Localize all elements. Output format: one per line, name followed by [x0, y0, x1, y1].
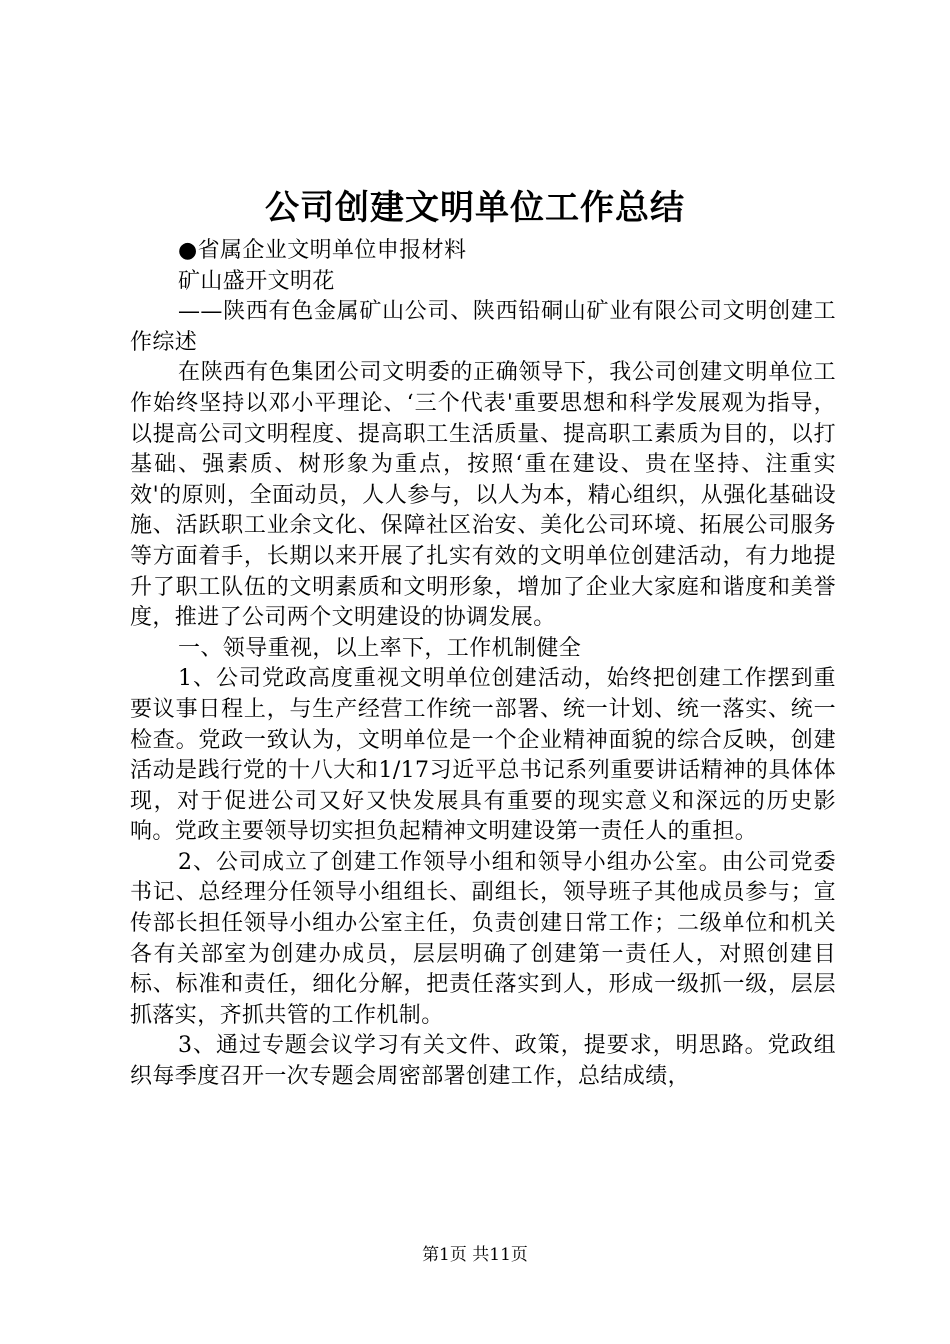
paragraph-application-heading: ●省属企业文明单位申报材料	[178, 238, 467, 263]
paragraph-item-2: 2、公司成立了创建工作领导小组和领导小组办公室。由公司党委书记、总经理分任领导小组组长、副组长，领导班子其他成员参与；宣传部长担任领导小组办公室主任，负责创建日常工作；二级单位和机关各有关部室为创建办成员，层层明确了创建第一责任人，对照创建目标、标准和责任，细化分解，把责任落实到人，形成一级抓一级，层层抓落实，齐抓共管的工作机制。	[130, 849, 836, 1028]
paragraph-intro: 在陕西有色集团公司文明委的正确领导下，我公司创建文明单位工作始终坚持以邓小平理论、‘三个代表'重要思想和科学发展观为指导，以提高公司文明程度、提高职工生活质量、提高职工素质为目的，以打基础、强素质、树形象为重点，按照‘重在建设、贵在坚持、注重实效'的原则，全面动员，人人参与，以人为本，精心组织，从强化基础设施、活跃职工业余文化、保障社区治安、美化公司环境、拓展公司服务等方面着手，长期以来开展了扎实有效的文明单位创建活动，有力地提升了职工队伍的文明素质和文明形象，增加了企业大家庭和谐度和美誉度，推进了公司两个文明建设的协调发展。	[130, 360, 836, 631]
paragraph-byline: ——陕西有色金属矿山公司、陕西铅硐山矿业有限公司文明创建工作综述	[130, 299, 836, 355]
paragraph-item-3: 3、通过专题会议学习有关文件、政策，提要求，明思路。党政组织每季度召开一次专题会周密部署创建工作，总结成绩，	[130, 1033, 836, 1090]
document-body	[130, 236, 836, 1093]
page-number-footer: 第1页 共11页	[422, 1245, 528, 1265]
paragraph-subtitle: 矿山盛开文明花	[178, 268, 335, 294]
paragraph-item-1: 1、公司党政高度重视文明单位创建活动，始终把创建工作摆到重要议事日程上，与生产经营工作统一部署、统一计划、统一落实、统一检查。党政一致认为，文明单位是一个企业精神面貌的综合反映，创建活动是践行党的十八大和1/17习近平总书记系列重要讲话精神的具体体现，对于促进公司又好又快发展具有重要的现实意义和深远的历史影响。党政主要领导切实担负起精神文明建设第一责任人的重担。	[130, 666, 836, 845]
document-title: 公司创建文明单位工作总结	[265, 188, 685, 228]
section-heading-one: 一、领导重视，以上率下，工作机制健全	[178, 635, 582, 661]
